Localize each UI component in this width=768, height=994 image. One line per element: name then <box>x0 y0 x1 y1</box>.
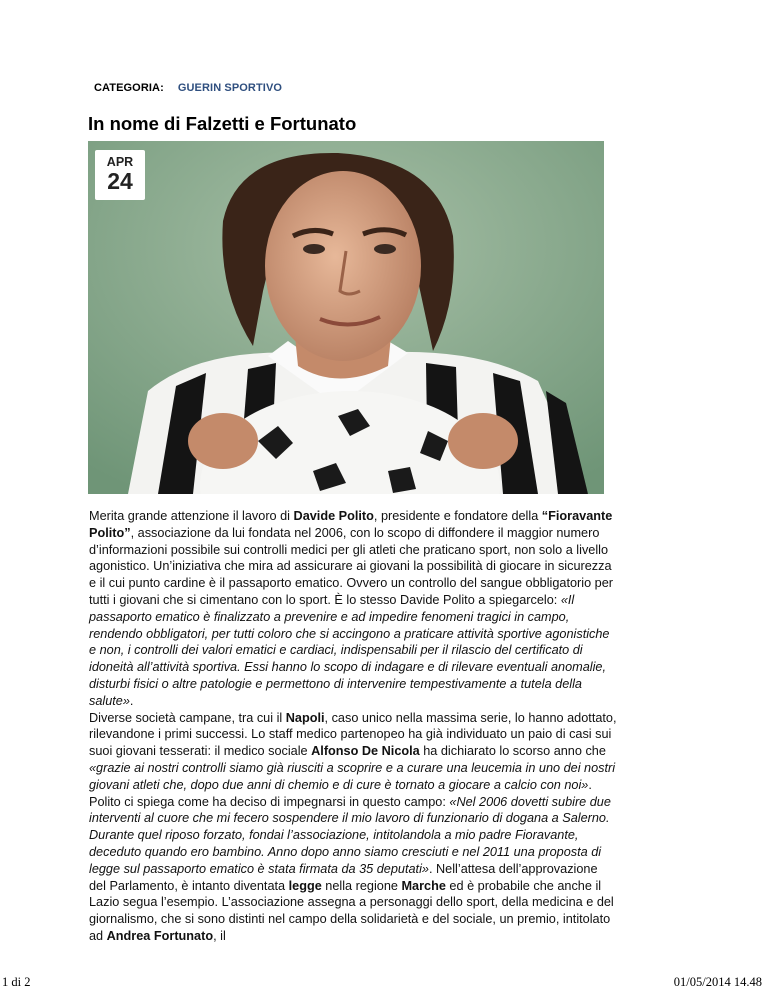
bold-text: Alfonso De Nicola <box>311 744 420 759</box>
article-paragraph-2 <box>89 710 617 945</box>
bold-text: legge <box>288 878 322 893</box>
body-text: Diverse società campane, tra cui il <box>89 710 286 725</box>
bold-text: “Fioravante Polito” <box>89 509 613 540</box>
quote-text: «Il passaporto ematico è finalizzato a prevenire e ad impedire fenomeni tragici in campo, rendendo obbligatori, per tutti coloro che si accingono a praticare attività sportive agonistiche e non, i controlli dei valori ematici e cardiaci, indispensabili per il rilascio del certificato di idoneità all’attività sportiva. Essi hanno lo scopo di indagare e di rilevare eventuali anomalie, disturbi fisici o altre patologie e permettono di intervenire tempestivamente a tutela della salute» <box>89 592 610 708</box>
date-badge <box>95 150 145 200</box>
body-text: , associazione da lui fondata nel 2006, con lo scopo di diffondere il maggior numero d’informazioni possibile sui controlli medici per gli atleti che praticano sport, non solo a livello agonistico. Un’iniziativa che mira ad assicurare ai giovani la possibilità di giocare in sicurezza e il cui punto cardine è il passaporto ematico. Ovvero un controllo del sangue obbligatorio per tutti i giovani che si cimentano con lo sport. È lo stesso Davide Polito a spiegarcelo: <box>89 525 614 607</box>
body-text: . Polito ci spiega come ha deciso di impegnarsi in questo campo: <box>89 777 592 809</box>
date-day: 24 <box>107 168 133 194</box>
article-body <box>89 508 617 945</box>
body-text: , caso unico nella massima serie, lo hanno adottato, rilevandone i primi successi. Lo staff medico partenopeo ha già individuato un paio di casi sui suoi giovani tesserati: il medico sociale <box>89 710 617 759</box>
body-text: , presidente e fondatore della <box>373 509 542 523</box>
hero-photo <box>88 141 604 494</box>
body-text: , il <box>213 928 226 943</box>
bold-text: Andrea Fortunato <box>106 928 214 943</box>
print-timestamp: 01/05/2014 14.48 <box>673 975 762 989</box>
player-photo-illustration <box>88 141 604 494</box>
quote-text: «grazie ai nostri controlli siamo già riusciti a scoprire e a curare una leucemia in uno dei nostri giovani atleti che, dopo due anni di chemio e di cure è tornato a giocare a calcio con noi» <box>89 760 616 792</box>
bold-text: Napoli <box>285 710 325 725</box>
date-month: APR <box>106 155 134 169</box>
category-line <box>94 82 282 94</box>
page-number: 1 di 2 <box>2 975 31 989</box>
category-label: CATEGORIA: <box>94 82 164 94</box>
body-text: ed è probabile che anche il Lazio segua l’esempio. L’associazione assegna a personaggi dello sport, della medicina e del giornalismo, che si sono distinti nel campo della solidarietà e del sociale, un premio, intitolato ad <box>89 878 614 943</box>
body-text: . <box>129 693 134 708</box>
body-text: Merita grande attenzione il lavoro di <box>89 509 294 523</box>
quote-text: «Nel 2006 dovetti subire due interventi al cuore che mi fecero sospendere il mio lavoro di funzionario di dogana a Salerno. Durante quel riposo forzato, fondai l’associazione, intitolandola a mio padre Fioravante, deceduto quando ero bambino. Anno dopo anno siamo cresciuti e nel 2011 una proposta di legge sul passaporto ematico è stata firmata da 35 deputati» <box>89 794 611 876</box>
article-title: In nome di Falzetti e Fortunato <box>88 113 357 134</box>
article-paragraph-1 <box>89 508 617 710</box>
bold-text: Davide Polito <box>293 509 374 523</box>
body-text: . Nell’attesa dell’approvazione del Parlamento, è intanto diventata <box>89 861 598 893</box>
body-text: nella regione <box>321 878 402 893</box>
body-text: ha dichiarato lo scorso anno che <box>419 744 606 759</box>
category-link[interactable]: GUERIN SPORTIVO <box>177 82 283 94</box>
bold-text: Marche <box>401 878 446 893</box>
